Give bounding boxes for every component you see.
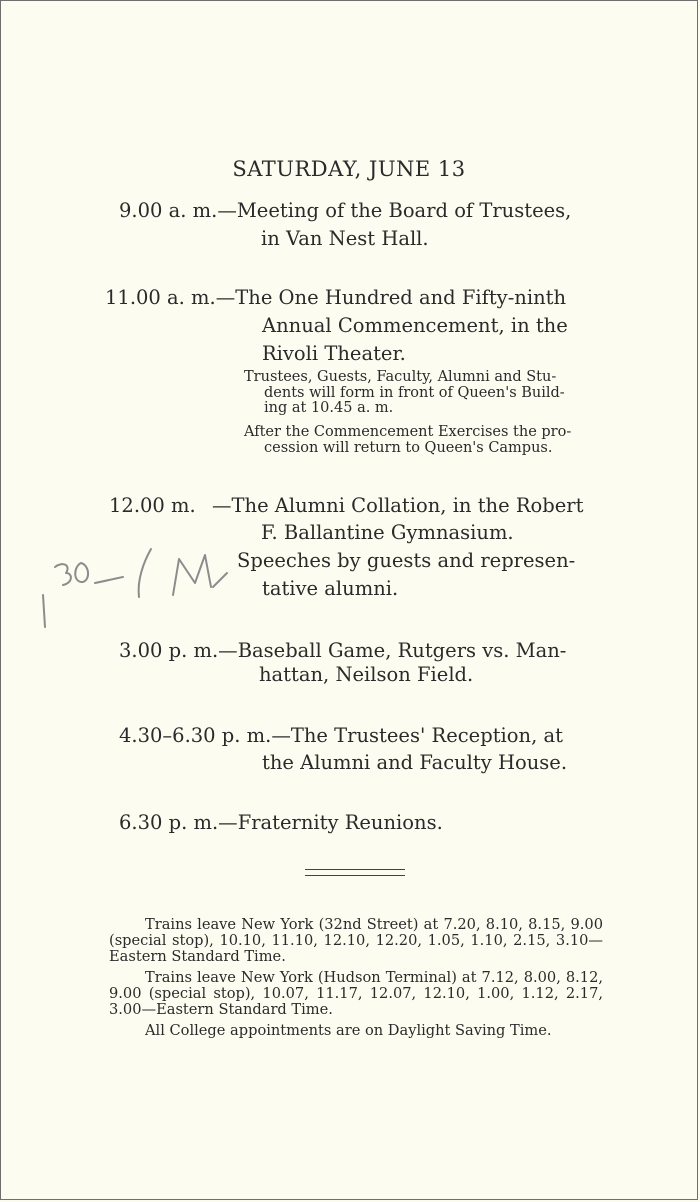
note-line: ing at 10.45 a. m. <box>264 400 394 416</box>
procession-note <box>244 370 604 417</box>
event-description: The One Hundred and Fifty-ninth <box>235 286 567 309</box>
day-heading: SATURDAY, JUNE 13 <box>232 157 466 181</box>
event-fraternity-reunions <box>119 809 443 837</box>
event-time: 9.00 a. m.— <box>119 199 237 222</box>
event-board-meeting <box>119 197 571 225</box>
event-continuation-line: F. Ballantine Gymnasium. <box>261 521 514 544</box>
handwritten-annotation-icon <box>33 537 243 637</box>
note-line: After the Commencement Exercises the pro- <box>244 424 572 440</box>
event-continuation-line: Rivoli Theater. <box>262 341 406 365</box>
event-commencement <box>105 284 566 312</box>
note-line: dents will form in front of Queen's Build- <box>264 384 565 401</box>
event-continuation-line: hattan, Neilson Field. <box>259 663 474 686</box>
event-description: —The Alumni Collation, in the Robert <box>212 494 584 517</box>
event-continuation-line: Speeches by guests and represen- <box>237 549 576 572</box>
event-continuation <box>237 547 575 575</box>
event-alumni-collation <box>109 492 583 520</box>
event-continuation-line: Annual Commencement, in the <box>262 314 568 337</box>
event-description: Fraternity Reunions. <box>237 811 443 834</box>
divider-rule <box>305 869 405 870</box>
event-continuation-line: the Alumni and Faculty House. <box>262 751 568 774</box>
note-line: cession will return to Queen's Campus. <box>264 439 553 456</box>
event-continuation <box>261 225 429 253</box>
event-time: 12.00 m. <box>109 494 196 517</box>
event-continuation <box>259 661 473 689</box>
event-description: Meeting of the Board of Trustees, <box>236 199 572 222</box>
daylight-saving-note: All College appointments are on Daylight Saving Time. <box>145 1022 552 1039</box>
event-time: 6.30 p. m.— <box>119 811 238 834</box>
event-continuation <box>261 519 514 547</box>
event-continuation-line: in Van Nest Hall. <box>261 227 429 250</box>
event-continuation-line: tative alumni. <box>262 577 399 600</box>
event-trustees-reception <box>119 722 563 750</box>
train-schedule-hudson-terminal: Trains leave New York (Hudson Terminal) at 7.12, 8.00, 8.12, 9.00 (special stop), 10.07, 11.17, 12.07, 12.10, 1.00, 1.12, 2.17, 3.00—Eastern Standard Time. <box>109 969 603 1018</box>
divider-rule <box>305 875 405 876</box>
event-continuation <box>262 749 567 777</box>
event-continuation <box>262 575 398 603</box>
after-commencement-note <box>244 425 604 456</box>
event-time: 4.30–6.30 p. m.— <box>119 724 291 747</box>
event-description: Baseball Game, Rutgers vs. Man- <box>237 639 567 662</box>
event-time: 11.00 a. m.— <box>105 286 236 309</box>
event-continuation <box>262 312 568 367</box>
event-time: 3.00 p. m.— <box>119 639 238 662</box>
train-schedule-32nd-street: Trains leave New York (32nd Street) at 7.20, 8.10, 8.15, 9.00 (special stop), 10.10, 11.10, 12.10, 12.20, 1.05, 1.10, 2.15, 3.10—Eastern Standard Time. <box>109 916 603 965</box>
train-schedule <box>109 917 603 1044</box>
event-description: The Trustees' Reception, at <box>290 724 563 747</box>
note-line: Trustees, Guests, Faculty, Alumni and Stu- <box>244 369 557 385</box>
